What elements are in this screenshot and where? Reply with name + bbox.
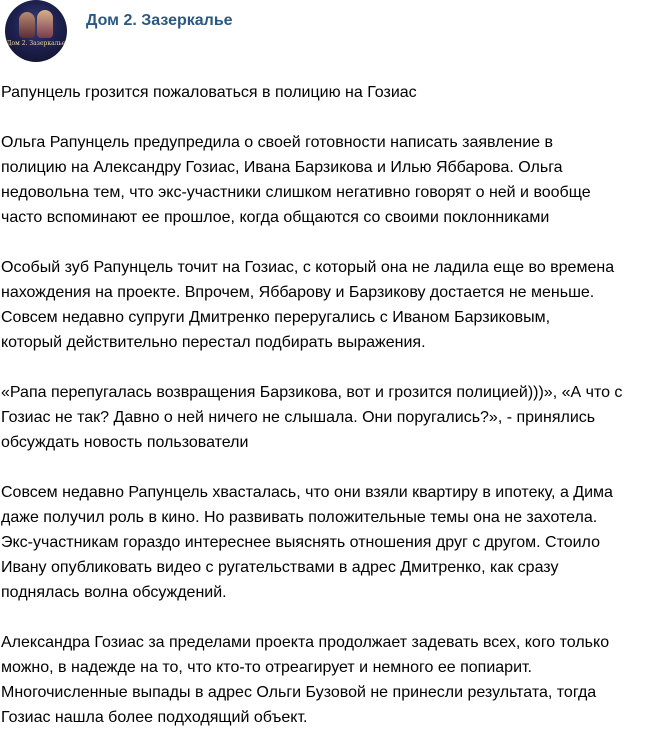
paragraph-line: Особый зуб Рапунцель точит на Гозиас, с который она не ладила еще во времена bbox=[1, 259, 615, 276]
paragraph-line: Совсем недавно супруги Дмитренко переругались с Иваном Барзиковым, bbox=[1, 309, 551, 326]
post-paragraph-2 bbox=[1, 255, 667, 355]
paragraph-line: «Рапа перепугалась возвращения Барзикова, вот и грозится полицией)))», «А что с bbox=[1, 384, 623, 401]
post-paragraph-3 bbox=[1, 380, 667, 455]
paragraph-line: недовольна тем, что экс-участники слишком негативно говорят о ней и вообще bbox=[1, 184, 591, 201]
paragraph-line: Многочисленные выпады в адрес Ольги Бузовой не принесли результата, тогда bbox=[1, 684, 597, 701]
channel-name-link[interactable]: Дом 2. Зазеркалье bbox=[86, 12, 233, 29]
avatar-person-left bbox=[19, 12, 35, 38]
post-header bbox=[0, 0, 670, 60]
paragraph-line: поднялась волна обсуждений. bbox=[1, 584, 227, 601]
paragraph-line: Ольга Рапунцель предупредила о своей готовности написать заявление в bbox=[1, 134, 554, 151]
paragraph-line: даже получил роль в кино. Но развивать положительные темы она не захотела. bbox=[1, 509, 598, 526]
paragraph-line: Совсем недавно Рапунцель хвасталась, что они взяли квартиру в ипотеку, а Дима bbox=[1, 484, 613, 501]
post-title bbox=[1, 80, 667, 105]
paragraph-line: полицию на Александру Гозиас, Ивана Барзикова и Илью Яббарова. Ольга bbox=[1, 159, 563, 176]
paragraph-line: часто вспоминают ее прошлое, когда общаются со своими поклонниками bbox=[1, 209, 550, 226]
post-title-text: Рапунцель грозится пожаловаться в полицию на Гозиас bbox=[1, 84, 417, 101]
avatar-logo-text bbox=[5, 40, 67, 47]
paragraph-line: Гозиас нашла более подходящий объект. bbox=[1, 709, 308, 726]
post-paragraph-5 bbox=[1, 630, 667, 730]
post-body bbox=[1, 80, 667, 755]
avatar-person-right bbox=[37, 10, 53, 38]
paragraph-line: обсуждать новость пользователи bbox=[1, 434, 249, 451]
paragraph-line: Гозиас не так? Давно о ней ничего не слышала. Они поругались?», - принялись bbox=[1, 409, 596, 426]
channel-avatar[interactable] bbox=[5, 0, 67, 62]
paragraph-line: нахождения на проекте. Впрочем, Яббарову и Барзикову достается не меньше. bbox=[1, 284, 595, 301]
post-paragraph-4 bbox=[1, 480, 667, 605]
paragraph-line: Экс-участникам гораздо интереснее выяснять отношения друг с другом. Стоило bbox=[1, 534, 600, 551]
paragraph-line: можно, в надежде на то, что кто-то отреагирует и немного ее попиарит. bbox=[1, 659, 532, 676]
avatar-logo-line: Дом 2. Зазеркалье bbox=[6, 40, 66, 47]
paragraph-line: который действительно перестал подбирать выражения. bbox=[1, 334, 426, 351]
paragraph-line: Ивану опубликовать видео с ругательствами в адрес Дмитренко, как сразу bbox=[1, 559, 559, 576]
paragraph-line: Александра Гозиас за пределами проекта продолжает задевать всех, кого только bbox=[1, 634, 610, 651]
post-paragraph-1 bbox=[1, 130, 667, 230]
